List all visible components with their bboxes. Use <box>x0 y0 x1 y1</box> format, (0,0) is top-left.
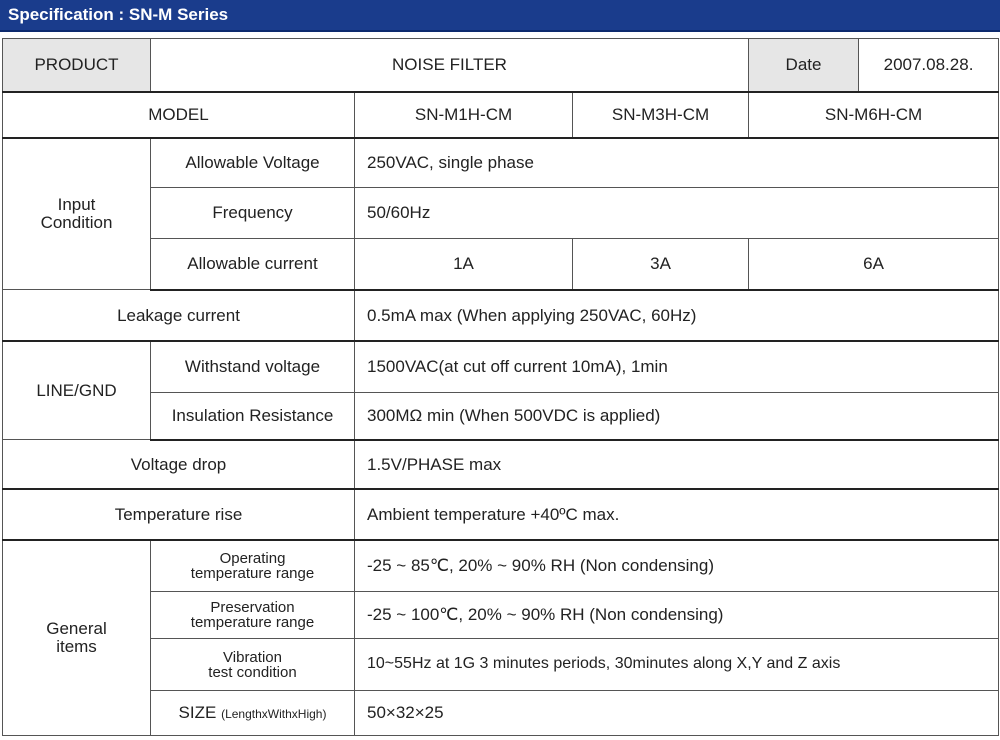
voltage-drop-value: 1.5V/PHASE max <box>355 440 999 489</box>
date-label: Date <box>749 39 859 92</box>
allowable-current-1: 1A <box>355 239 573 290</box>
voltage-drop-label: Voltage drop <box>3 440 355 489</box>
insulation-value: 300MΩ min (When 500VDC is applied) <box>355 393 999 440</box>
leakage-value: 0.5mA max (When applying 250VAC, 60Hz) <box>355 290 999 341</box>
preservation-label: Preservation temperature range <box>151 592 355 639</box>
product-label: PRODUCT <box>3 39 151 92</box>
model-name-3: SN-M6H-CM <box>749 92 999 138</box>
allowable-voltage-label: Allowable Voltage <box>151 138 355 187</box>
operating-value: -25 ~ 85℃, 20% ~ 90% RH (Non condensing) <box>355 540 999 591</box>
size-label-suffix: (LengthxWithxHigh) <box>221 706 327 721</box>
temperature-rise-value: Ambient temperature +40ºC max. <box>355 489 999 540</box>
preservation-value: -25 ~ 100℃, 20% ~ 90% RH (Non condensing) <box>355 592 999 639</box>
product-value: NOISE FILTER <box>151 39 749 92</box>
model-name-1: SN-M1H-CM <box>355 92 573 138</box>
input-condition-label: Input Condition <box>3 138 151 290</box>
general-label: General items <box>3 540 151 735</box>
frequency-value: 50/60Hz <box>355 187 999 238</box>
line-gnd-label: LINE/GND <box>3 341 151 440</box>
temperature-rise-label: Temperature rise <box>3 489 355 540</box>
model-name-2: SN-M3H-CM <box>573 92 749 138</box>
allowable-current-3: 6A <box>749 239 999 290</box>
allowable-current-label: Allowable current <box>151 239 355 290</box>
size-value: 50×32×25 <box>355 690 999 735</box>
vibration-value: 10~55Hz at 1G 3 minutes periods, 30minutes along X,Y and Z axis <box>355 639 999 690</box>
spec-table <box>2 38 999 736</box>
allowable-voltage-value: 250VAC, single phase <box>355 138 999 187</box>
date-value: 2007.08.28. <box>859 39 999 92</box>
insulation-label: Insulation Resistance <box>151 393 355 440</box>
size-label-cell <box>151 690 355 735</box>
operating-label: Operating temperature range <box>151 540 355 591</box>
size-label: SIZE <box>178 702 217 722</box>
withstand-label: Withstand voltage <box>151 341 355 392</box>
allowable-current-2: 3A <box>573 239 749 290</box>
model-label: MODEL <box>3 92 355 138</box>
frequency-label: Frequency <box>151 187 355 238</box>
withstand-value: 1500VAC(at cut off current 10mA), 1min <box>355 341 999 392</box>
page-title: Specification : SN-M Series <box>8 5 229 24</box>
leakage-label: Leakage current <box>3 290 355 341</box>
title-bar <box>0 0 1000 32</box>
vibration-label: Vibration test condition <box>151 639 355 690</box>
